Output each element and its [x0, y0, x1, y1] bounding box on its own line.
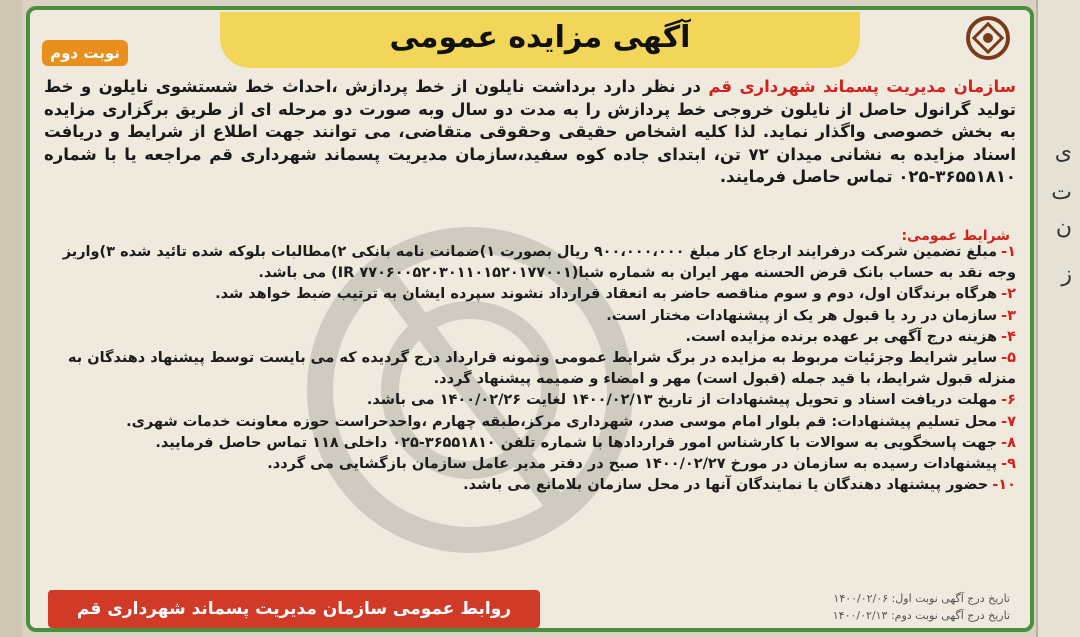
condition-item: ۱-مبلغ تضمین شرکت درفرایند ارجاع کار مبلغ ۹۰۰،۰۰۰،۰۰۰ ریال بصورت ۱)ضمانت نامه بانکی ۲)مطالبات بلوکه شده تائید شده ۳)واریز وجه نقد به حساب بانک قرض الحسنه مهر ایران به شماره شبا(IR ۷۷۰۶۰۰۵۲۰۳۰۱۱۰۱۵۲۰۱۷۷۰۰۱) می باشد. [62, 244, 1016, 282]
second-publication-date: تاریخ درج آگهی نوبت دوم: ۱۴۰۰/۰۲/۱۳ [832, 609, 1010, 622]
conditions-heading: شرایط عمومی: [901, 228, 1010, 244]
condition-item: ۵-سایر شرایط وجزئیات مربوط به مزایده در برگ شرایط عمومی ونمونه قرارداد درج گردیده که می بایست توسط پیشنهاد دهندگان به منزله قبول شرایط، با قید جمله (قبول است) مهر و امضاء و ضمیمه پیشنهاد گردد. [67, 350, 1016, 388]
round-badge: نوبت دوم [42, 40, 128, 66]
first-publication-date: تاریخ درج آگهی نوبت اول: ۱۴۰۰/۰۲/۰۶ [833, 592, 1010, 605]
header-band [220, 12, 860, 68]
adjacent-page-glyph: ی [1054, 140, 1072, 165]
notice-intro [44, 76, 1016, 189]
conditions-list [44, 242, 1016, 496]
condition-item: ۹-پیشنهادات رسیده به سازمان در مورخ ۱۴۰۰/۰۲/۲۷ صبح در دفتر مدیر عامل سازمان بازگشایی می گردد. [267, 456, 1016, 473]
condition-item: ۶-مهلت دریافت اسناد و تحویل پیشنهادات از تاریخ ۱۴۰۰/۰۲/۱۳ لغایت ۱۴۰۰/۰۲/۲۶ می باشد. [366, 392, 1016, 409]
left-page-edge [0, 0, 22, 637]
notice-title: آگهی مزایده عمومی [389, 20, 691, 55]
condition-item: ۴-هزینه درج آگهی بر عهده برنده مزایده است. [685, 328, 1016, 345]
qom-municipality-logo [960, 14, 1016, 78]
organization-name: سازمان مدیریت پسماند شهرداری قم [708, 77, 1016, 96]
condition-item: ۳-سازمان در رد یا قبول هر یک از پیشنهادات مختار است. [606, 307, 1016, 324]
auction-notice [26, 6, 1034, 632]
adjacent-page-glyph: ز [1061, 262, 1072, 287]
publication-dates [750, 590, 1010, 624]
condition-item: ۷-محل تسلیم پیشنهادات: قم بلوار امام موسی صدر، شهرداری مرکز،طبقه چهارم ،واحدحراست حوزه معاونت خدمات شهری. [126, 413, 1016, 430]
condition-item: ۸-جهت پاسخگویی به سوالات با کارشناس امور قراردادها با شماره تلفن ۳۶۵۵۱۸۱۰-۰۲۵ داخلی ۱۱۸ تماس حاصل فرمایید. [155, 434, 1016, 451]
adjacent-page-edge [1036, 0, 1080, 637]
condition-item: ۲-هرگاه برندگان اول، دوم و سوم مناقصه حاضر به انعقاد قرارداد نشوند سپرده ایشان به ترتیب ضبط خواهد شد. [215, 286, 1016, 303]
public-relations-footer: روابط عمومی سازمان مدیریت پسماند شهرداری قم [48, 590, 540, 628]
condition-item: ۱۰-حضور پیشنهاد دهندگان یا نمایندگان آنها در محل سازمان بلامانع می باشد. [463, 477, 1016, 494]
adjacent-page-glyph: ن [1055, 215, 1072, 240]
adjacent-page-glyph: ت [1051, 180, 1072, 205]
intro-text: در نظر دارد برداشت نایلون از خط پردازش ،احداث خط شستشوی نایلون و خط تولید گرانول حاصل از نایلون خروجی خط پردازش را به مدت دو سال وبه صورت دو مرحله ای از طریق برگزاری مزایده به بخش خصوصی واگذار نماید. لذا کلیه اشخاص حقیقی وحقوقی متقاضی، می توانند جهت اطلاع از شرایط و دریافت اسناد مزایده به نشانی میدان ۷۲ تن، ابتدای جاده کوه سفید،سازمان مدیریت پسماند شهرداری قم مراجعه یا با شماره ۳۶۵۵۱۸۱۰-۰۲۵ تماس حاصل فرمایند. [44, 77, 1016, 186]
